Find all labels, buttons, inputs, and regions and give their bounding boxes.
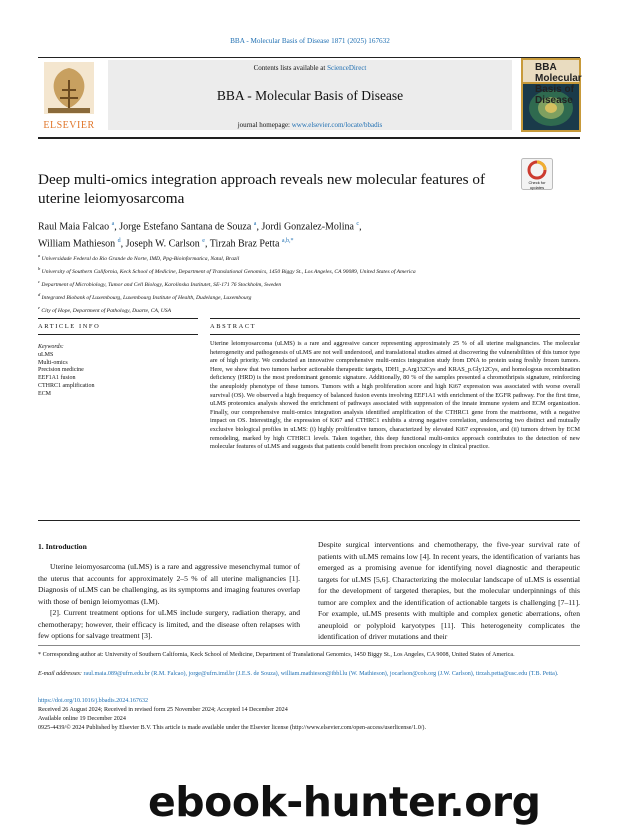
- intro-right-paragraph: Despite surgical interventions and chemotherapy, the five-year survival rate of patients with uLMS remains low [4]. In recent years, the identification of variants has emerged as a promising avenue for identifying novel diagnostic and therapeutic targets for uLMS [5,6]. Characterizing the molecular landscape of uLMS is essential for the development of targeted therapies, but the molecular underpinnings of this tumor are complex and the identification of actionable targets is challenging [7–11]. For example, uLMS presents with multiple and complex genetic aberrations, often aneuploid or polyploid karyotypes [11]. This heterogeneity complicates the identification of driver mutations and their: [318, 540, 580, 641]
- homepage-link[interactable]: www.elsevier.com/locate/bbadis: [291, 121, 383, 129]
- affiliation-item: $^b$ University of Southern California, Keck School of Medicine, Department of Translational Genomics, 1450 Biggy St., Los Angeles, CA 90089, United States of America: [38, 266, 416, 275]
- elsevier-logo: [38, 60, 100, 132]
- journal-citation[interactable]: BBA - Molecular Basis of Disease 1871 (2025) 167632: [230, 37, 390, 45]
- check-for-updates-badge[interactable]: [521, 158, 553, 190]
- author-name[interactable]: Jorge Estefano Santana de Souza: [119, 221, 252, 233]
- contents-line: [108, 64, 512, 72]
- abstract-text: Uterine leiomyosarcoma (uLMS) is a rare and aggressive cancer representing approximately 25 % of all uterine malignancies. The molecular heterogeneity and pathogenesis of uLMS are not well understood, and translational studies aimed at discovering the vulnerabilities of this tumor type are of high priority. We conducted an innovative comprehensive multi-omics integration study from DNA to protein using freshly frozen tumors. Here, we show that two tumors harbor actionable therapeutic targets, IDH1_p.Arg132Cys and KRAS_p.Gly12Cys, and homologous recombination deficiency (HRD) is the most predominant genomic signature. Additionally, 80 % of the samples presented a chromothripsis signature, reinforcing the aneuploidy phenotype of these tumors. Tumors with a high proliferation score and high Ki67 expression was associated with worse overall survival (OS). We observed a high frequency of balanced fusion events involving EEF1A1 with enrichment of the EGFR pathway. For the first time, uLMS proteomics analysis showed the enrichment of pathways associated with suppression of the innate immune system and ECM organization. Finally, our comprehensive multi-omics integration analysis identified amplification of the CTHRC1 gene from the matrisome, with a negative impact on OS. Interestingly, the expression of Ki67 and CTHRC1 exhibits a strong negative correlation, underscoring two distinct and mutually exclusive biological profiles in uLMS: (i) highly proliferative tumors, characterized by elevated Ki67 expression, and (ii) tumors driven by ECM remodeling, marked by high CTHRC1 levels. Taken together, this deep functional multi-omics approach contributes to the detection of new molecular features of uLMS and suggests that patients could benefit from precision oncology in clinical practice.: [210, 340, 580, 451]
- email-addresses: [38, 670, 580, 679]
- cover-title: BBA Molecular Basis of Disease: [535, 62, 582, 106]
- doi-link[interactable]: https://doi.org/10.1016/j.bbadis.2024.167632: [38, 698, 149, 704]
- article-info-heading: ARTICLE INFO: [38, 323, 101, 330]
- author-affil-mark[interactable]: c: [356, 221, 360, 227]
- section-heading-introduction: 1. Introduction: [38, 542, 87, 551]
- license-line: 0925-4439/© 2024 Published by Elsevier B.V. This article is made available under the Elsevier license (http://www.elsevier.com/open-access/userlicense/1.0/).: [38, 725, 426, 731]
- homepage-prefix: journal homepage:: [237, 121, 292, 129]
- affiliation-item: $^a$ Universidade Federal do Rio Grande do Norte, IMD, Ppg-Bioinformatica, Natal, Brazil: [38, 253, 240, 262]
- keyword-item: Precision medicine: [38, 367, 84, 374]
- journal-cover-image: [521, 58, 581, 132]
- article-title: Deep multi-omics integration approach reveals new molecular features of uterine leiomyosarcoma: [38, 171, 486, 207]
- article-info-rule-top: [38, 318, 198, 319]
- intro-left-paragraph-2: [2]. Current treatment options for uLMS include surgery, radiation therapy, and chemotherapy; however, their efficacy is limited, and the disease often relapses with few options for salvage treatment [3].: [38, 608, 300, 640]
- author-list: Raul Maia Falcao $^a$, Jorge Estefano Santana de Souza $^a$, Jordi Gonzalez-Molina $^c$, William Mathieson $^d$, Joseph W. Carlson $^e$, Tirzah Braz Petta $^{a,b,*}$: [38, 221, 362, 250]
- elsevier-wordmark: ELSEVIER: [43, 120, 95, 131]
- abstract-rule-top: [210, 318, 580, 319]
- keyword-item: ECM: [38, 390, 52, 397]
- keyword-item: EEF1A1 fusion: [38, 375, 76, 382]
- emails-label: E-mail addresses:: [38, 671, 84, 677]
- affiliation-item: $^d$ Integrated Biobank of Luxembourg, Luxembourg Institute of Health, Dudelange, Luxembourg: [38, 292, 252, 302]
- abstract-heading: ABSTRACT: [210, 323, 257, 330]
- available-online: Available online 19 December 2024: [38, 716, 126, 722]
- author-affil-mark[interactable]: a: [111, 221, 115, 227]
- affiliation-item: $^c$ Department of Microbiology, Tumor and Cell Biology, Karolinska Institutet, SE-171 76 Stockholm, Sweden: [38, 279, 282, 288]
- author-name[interactable]: Tirzah Braz Petta: [209, 238, 280, 250]
- header-bottom-rule: [38, 137, 580, 139]
- sciencedirect-link[interactable]: ScienceDirect: [327, 64, 367, 72]
- author-name[interactable]: Joseph W. Carlson: [125, 238, 200, 250]
- author-affil-mark[interactable]: a: [253, 221, 257, 227]
- keyword-item: CTHRC1 amplification: [38, 382, 95, 389]
- affiliations: [38, 251, 583, 316]
- abstract-end-rule: [38, 520, 580, 521]
- corresponding-author-note: * Corresponding author at: University of Southern California, Keck School of Medicine, Department of Translational Genomics, 1450 Biggy St., Los Angeles, CA 9008, United States of America.: [38, 652, 515, 658]
- keyword-item: uLMS: [38, 351, 54, 358]
- check-updates-label: Check for updates: [528, 180, 546, 190]
- abstract-rule-bottom: [210, 334, 580, 335]
- emails-list[interactable]: raul.maia.089@ufrn.edu.br (R.M. Falcao), jorge@ufrn.imd.br (J.E.S. de Souza), william.mathieson@ibbl.lu (W. Mathieson), jocarlson@coh.org (J.W. Carlson), tirzah.petta@usc.edu (T.B. Petta).: [83, 671, 559, 677]
- header-rule: [38, 57, 580, 58]
- footnote-rule: [38, 645, 580, 646]
- author-affil-mark[interactable]: d: [117, 238, 121, 245]
- article-info-rule-bottom: [38, 334, 198, 335]
- keyword-item: Multi-omics: [38, 359, 68, 366]
- author-name[interactable]: William Mathieson: [38, 238, 116, 250]
- homepage-line: [108, 121, 512, 129]
- author-name[interactable]: Raul Maia Falcao: [38, 221, 110, 233]
- author-name[interactable]: Jordi Gonzalez-Molina: [261, 221, 354, 233]
- author-affil-mark[interactable]: a,b,*: [281, 238, 294, 245]
- contents-prefix: Contents lists available at: [253, 64, 328, 72]
- author-affil-mark[interactable]: e: [202, 238, 205, 245]
- intro-left-paragraph-1: Uterine leiomyosarcoma (uLMS) is a rare and aggressive mesenchymal tumor of the uterus that accounts for approximately 2–5 % of all uterine malignancies [1]. Diagnosis of uLMS can be challenging, as its symptoms and imaging features overlap with those of benign leiomyomas (LM).: [38, 562, 300, 606]
- keywords-block: [38, 344, 198, 399]
- journal-name: BBA - Molecular Basis of Disease: [216, 88, 404, 103]
- received-dates: Received 26 August 2024; Received in revised form 25 November 2024; Accepted 14 December 2024: [38, 707, 288, 713]
- watermark-text: ebook-hunter.org: [148, 778, 541, 826]
- keywords-label: Keywords:: [38, 344, 64, 350]
- affiliation-item: $^e$ City of Hope, Department of Pathology, Duarte, CA, USA: [38, 305, 171, 315]
